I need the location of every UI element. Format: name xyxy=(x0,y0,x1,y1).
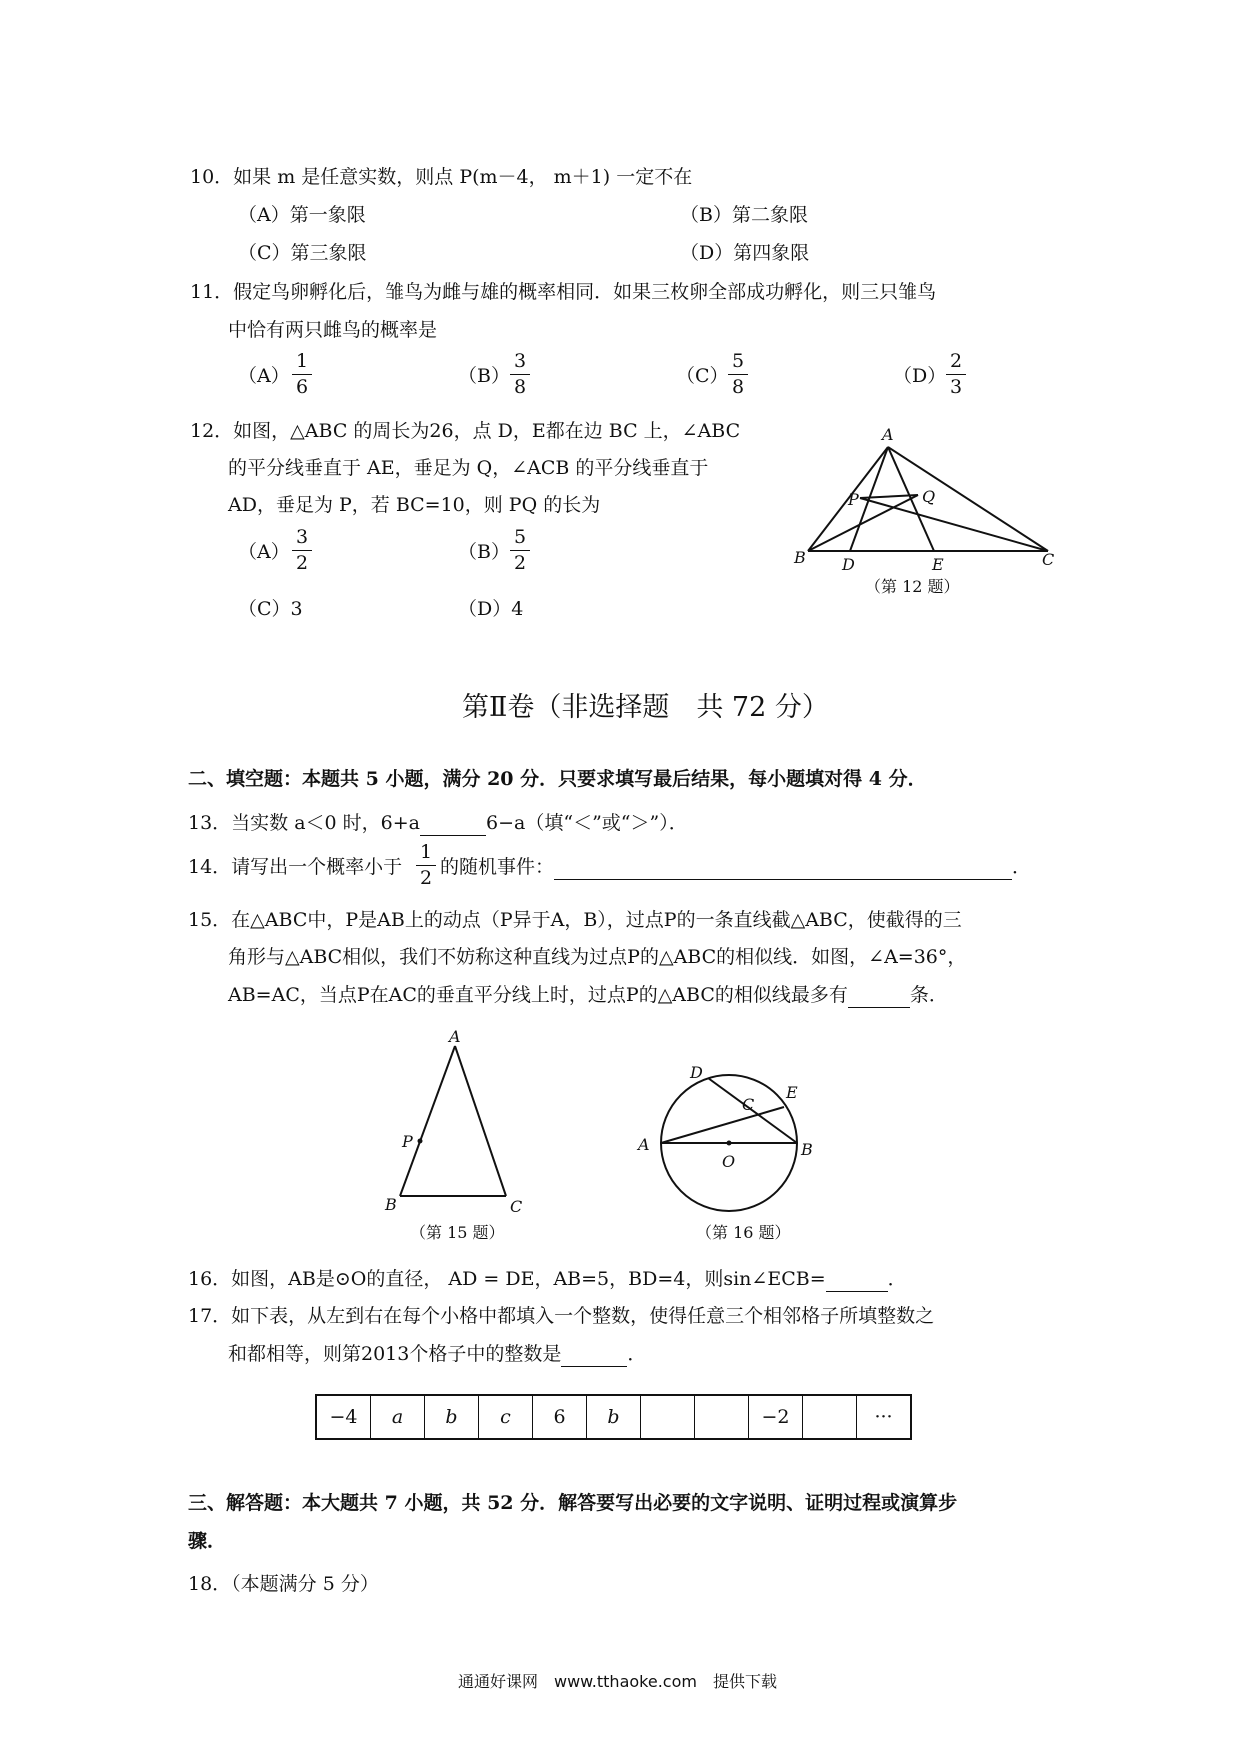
q10-option-d: （D）第四象限 xyxy=(680,242,810,264)
fraction-numerator: 3 xyxy=(510,352,530,375)
q12-figure-caption: （第 12 题） xyxy=(865,577,960,596)
page-footer: 通通好课网 www.tthaoke.com 提供下载 xyxy=(458,1672,777,1691)
q12-line2: 的平分线垂直于 AE，垂足为 Q，∠ACB 的平分线垂直于 xyxy=(228,457,709,479)
section2-title: 第Ⅱ卷（非选择题 共 72 分） xyxy=(462,692,829,723)
q10-option-b: （B）第二象限 xyxy=(680,204,808,226)
fig15-label-c: C xyxy=(510,1197,523,1215)
q18-text: 18．（本题满分 5 分） xyxy=(188,1573,379,1595)
fig16-label-o: O xyxy=(722,1152,736,1171)
fig12-label-b: B xyxy=(794,548,806,567)
table-cell: c xyxy=(479,1395,533,1439)
table-cell: −4 xyxy=(316,1395,371,1439)
q17-line2 xyxy=(228,1343,646,1367)
table-cell: ··· xyxy=(857,1395,912,1439)
part3-heading-line1: 三、解答题：本大题共 7 小题，共 52 分．解答要写出必要的文字说明、证明过程或演算步 xyxy=(188,1492,958,1514)
q16-suffix: ． xyxy=(887,1268,907,1290)
q14-end: ． xyxy=(1012,856,1032,878)
q11-line1: 11．假定鸟卵孵化后，雏鸟为雌与雄的概率相同．如果三枚卵全部成功孵化，则三只雏鸟 xyxy=(190,281,937,303)
q13-answer-blank[interactable] xyxy=(420,812,486,836)
fig16-label-e: E xyxy=(786,1083,798,1102)
q12-option-c: （C）3 xyxy=(238,598,303,620)
fig12-label-c: C xyxy=(1042,550,1055,569)
fraction-denominator: 6 xyxy=(295,376,309,398)
q10-option-a: （A）第一象限 xyxy=(238,204,366,226)
fraction-denominator: 3 xyxy=(949,376,963,398)
fraction-denominator: 8 xyxy=(513,376,527,398)
table-cell: a xyxy=(371,1395,425,1439)
fig16-label-c: C xyxy=(742,1095,755,1114)
part2-heading: 二、填空题：本题共 5 小题，满分 20 分．只要求填写最后结果，每小题填对得 4 分． xyxy=(188,768,927,790)
q17-sequence-table xyxy=(315,1394,912,1440)
q10-text: 10．如果 m 是任意实数，则点 P(m－4， m＋1) 一定不在 xyxy=(190,166,693,188)
q17-answer-blank[interactable] xyxy=(561,1343,627,1367)
fig16-label-a: A xyxy=(638,1135,650,1154)
q11-option-a-fraction xyxy=(292,352,312,397)
q15-figure-caption: （第 15 题） xyxy=(410,1223,505,1242)
fraction-numerator: 5 xyxy=(728,352,748,375)
fraction-denominator: 2 xyxy=(295,552,309,574)
q15-line1: 15．在△ABC中，P是AB上的动点（P异于A，B），过点P的一条直线截△ABC，使截得的三 xyxy=(188,909,962,931)
table-row xyxy=(316,1395,911,1439)
fraction-numerator: 5 xyxy=(510,528,530,551)
q15-answer-blank[interactable] xyxy=(848,984,910,1008)
fraction-numerator: 2 xyxy=(946,352,966,375)
part3-heading-line2: 骤． xyxy=(188,1530,227,1552)
q14-prefix: 14．请写出一个概率小于 xyxy=(188,856,403,878)
q11-option-c-fraction xyxy=(728,352,748,397)
q15-line3-end: 条． xyxy=(909,984,948,1006)
fraction-numerator: 1 xyxy=(416,843,436,866)
table-cell: b xyxy=(587,1395,641,1439)
q15-triangle-figure xyxy=(380,1030,540,1215)
q17-line1: 17．如下表，从左到右在每个小格中都填入一个整数，使得任意三个相邻格子所填整数之 xyxy=(188,1305,935,1327)
q15-line3 xyxy=(228,984,948,1008)
q11-option-d-fraction xyxy=(946,352,966,397)
fig12-label-e: E xyxy=(932,555,944,574)
table-cell xyxy=(803,1395,857,1439)
q12-line3: AD，垂足为 P，若 BC=10，则 PQ 的长为 xyxy=(228,494,601,516)
q13-suffix: 6−a（填“＜”或“＞”）． xyxy=(486,812,688,834)
q12-line1: 12．如图，△ABC 的周长为26，点 D，E都在边 BC 上，∠ABC xyxy=(190,420,741,442)
q13-text xyxy=(188,812,688,836)
q11-option-b-fraction xyxy=(510,352,530,397)
q17-line2-end: ． xyxy=(627,1343,647,1365)
q12-option-a-label: （A） xyxy=(238,541,290,563)
q14-fraction xyxy=(416,843,436,888)
table-cell: b xyxy=(425,1395,479,1439)
fig12-label-q: Q xyxy=(922,487,936,506)
q11-option-b-label: （B） xyxy=(458,365,510,387)
table-cell: 6 xyxy=(533,1395,587,1439)
q13-prefix: 13．当实数 a＜0 时，6+a xyxy=(188,812,421,834)
q16-prefix: 16．如图，AB是⊙O的直径， AD = DE，AB=5，BD=4，则sin∠ECB= xyxy=(188,1268,826,1290)
q17-line2-text: 和都相等，则第2013个格子中的整数是 xyxy=(228,1343,562,1365)
q11-option-c-label: （C） xyxy=(676,365,729,387)
q10-option-c: （C）第三象限 xyxy=(238,242,367,264)
fraction-numerator: 1 xyxy=(292,352,312,375)
q11-option-d-label: （D） xyxy=(893,365,947,387)
q11-line2: 中恰有两只雌鸟的概率是 xyxy=(228,319,438,341)
q14-suffix xyxy=(440,856,1031,880)
table-cell: −2 xyxy=(749,1395,803,1439)
fig12-label-a: A xyxy=(882,428,894,444)
fraction-denominator: 2 xyxy=(513,552,527,574)
fig16-label-b: B xyxy=(801,1140,813,1159)
q15-line2: 角形与△ABC相似，我们不妨称这种直线为过点P的△ABC的相似线．如图，∠A=36°， xyxy=(228,946,967,968)
fraction-denominator: 2 xyxy=(419,867,433,889)
q14-suffix-text: 的随机事件： xyxy=(440,856,555,878)
q12-option-a-fraction xyxy=(292,528,312,573)
q16-circle-figure xyxy=(630,1060,820,1220)
q12-option-b-label: （B） xyxy=(458,541,510,563)
q16-text xyxy=(188,1268,907,1292)
fig15-label-b: B xyxy=(385,1195,397,1214)
fig15-label-a: A xyxy=(449,1030,461,1046)
fraction-denominator: 8 xyxy=(731,376,745,398)
q16-answer-blank[interactable] xyxy=(826,1268,888,1292)
q15-line3-text: AB=AC，当点P在AC的垂直平分线上时，过点P的△ABC的相似线最多有 xyxy=(228,984,848,1006)
fig15-label-p: P xyxy=(402,1132,413,1151)
q12-option-d: （D）4 xyxy=(458,598,524,620)
fraction-numerator: 3 xyxy=(292,528,312,551)
fig12-label-p: P xyxy=(848,490,859,509)
fig16-label-d: D xyxy=(690,1063,703,1082)
q16-figure-caption: （第 16 题） xyxy=(696,1223,791,1242)
q14-answer-blank[interactable] xyxy=(554,856,1012,880)
q11-option-a-label: （A） xyxy=(238,365,290,387)
table-cell xyxy=(695,1395,749,1439)
table-cell xyxy=(641,1395,695,1439)
q12-option-b-fraction xyxy=(510,528,530,573)
fig12-label-d: D xyxy=(842,555,855,574)
